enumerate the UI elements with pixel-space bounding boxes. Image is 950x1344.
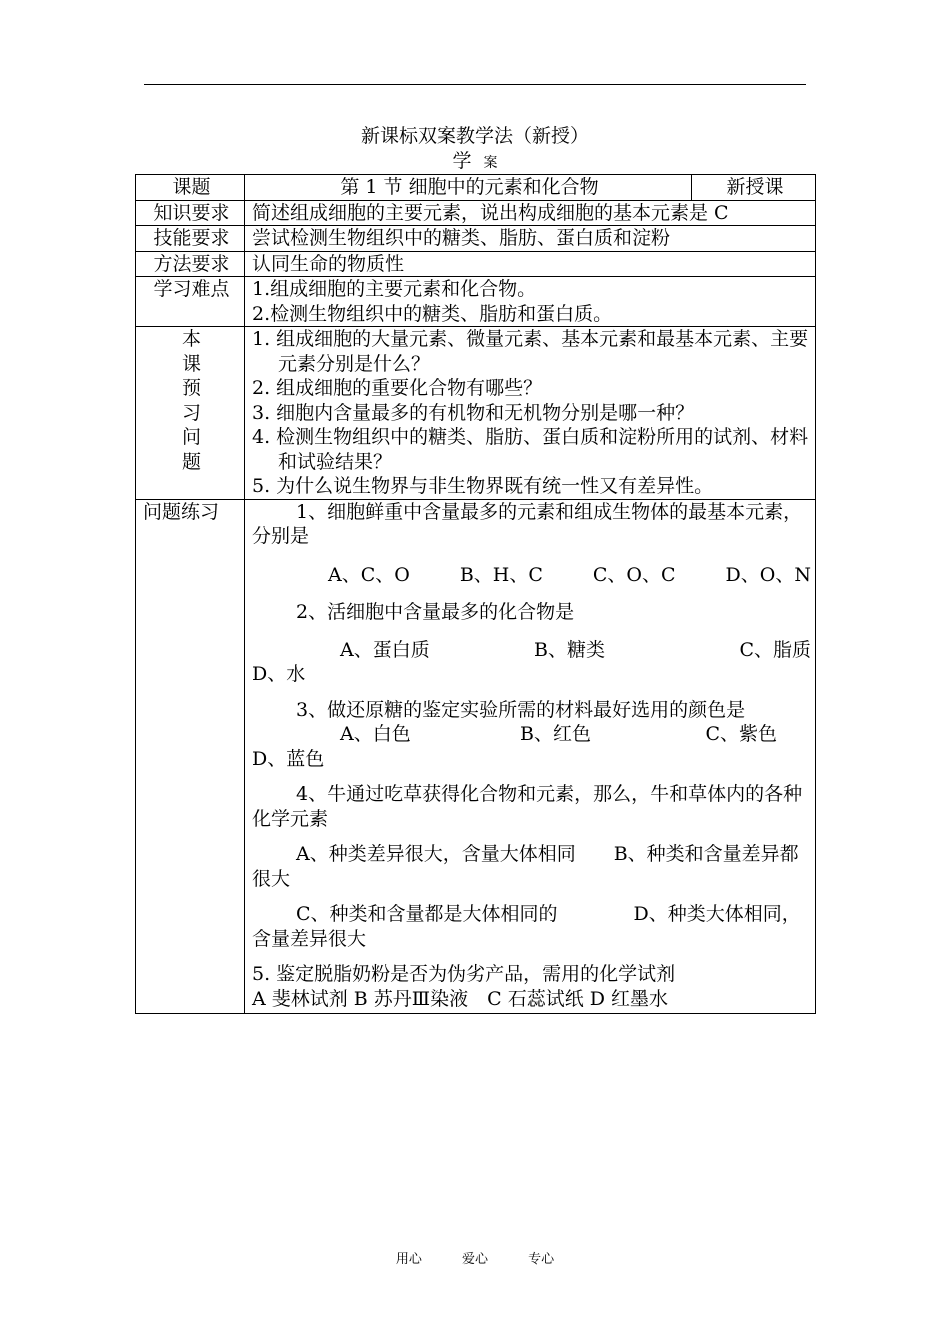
footer-word: 专心	[528, 1252, 555, 1267]
difficulty-line-1: 1.组成细胞的主要元素和化合物。	[252, 278, 537, 300]
question-4-stem: 4、牛通过吃草获得化合物和元素，那么，牛和草体内的各种化学元素	[252, 783, 803, 830]
question-2-option-d: D、水	[252, 663, 306, 685]
question-2-stem: 2、活细胞中含量最多的化合物是	[296, 601, 575, 623]
difficulty-line-2: 2.检测生物组织中的糖类、脂肪和蛋白质。	[252, 302, 613, 325]
subtitle-char-small: 案	[483, 155, 498, 171]
question-2-options	[252, 638, 811, 663]
question-3-option-d: D、蓝色	[252, 747, 325, 770]
preview-item: 1. 组成细胞的大量元素、微量元素、基本元素和最基本元素、主要元素分别是什么？	[252, 328, 809, 375]
table-row-preview	[136, 327, 816, 500]
option: B、糖类	[534, 638, 605, 661]
option: C、脂质	[739, 638, 811, 661]
option: B、H、C	[459, 563, 543, 586]
option: B、红色	[520, 723, 591, 745]
table-row-practice	[136, 499, 816, 1014]
preview-item: 4. 检测生物组织中的糖类、脂肪、蛋白质和淀粉所用的试剂、材料和试验结果？	[252, 426, 809, 473]
question-1-stem: 1、细胞鲜重中含量最多的元素和组成生物体的最基本元素，分别是	[252, 500, 803, 547]
option: D、O、N	[725, 563, 811, 586]
table-row-skill	[136, 226, 816, 252]
difficulty-value	[245, 277, 816, 327]
header-rule	[144, 84, 806, 85]
table-row-topic	[136, 175, 816, 201]
footer-word: 爱心	[461, 1252, 488, 1267]
topic-label: 课题	[136, 175, 245, 201]
preview-label-char: 习	[181, 401, 201, 424]
question-5-stem: 5. 鉴定脱脂奶粉是否为伪劣产品，需用的化学试剂	[252, 963, 676, 985]
lesson-type: 新授课	[692, 175, 816, 201]
question-4-options-cd: C、种类和含量都是大体相同的 D、种类大体相同，含量差异很大	[252, 903, 801, 950]
page-footer	[0, 1248, 950, 1267]
preview-item: 2. 组成细胞的重要化合物有哪些？	[252, 377, 543, 399]
document-subtitle	[0, 150, 950, 174]
knowledge-value: 简述组成细胞的主要元素，说出构成细胞的基本元素是 C	[245, 200, 816, 226]
knowledge-label: 知识要求	[136, 200, 245, 226]
table-row-knowledge	[136, 200, 816, 226]
question-1-options	[252, 563, 811, 588]
preview-label-char: 课	[181, 352, 201, 375]
table-row-method	[136, 251, 816, 277]
difficulty-label: 学习难点	[136, 277, 245, 327]
topic-value: 第 1 节 细胞中的元素和化合物	[245, 175, 692, 201]
option: A、白色	[340, 723, 411, 745]
skill-value: 尝试检测生物组织中的糖类、脂肪、蛋白质和淀粉	[245, 226, 816, 252]
option: C、紫色	[705, 723, 777, 745]
method-value: 认同生命的物质性	[245, 251, 816, 277]
option: C、O、C	[592, 563, 676, 586]
lesson-plan-table	[135, 174, 816, 1014]
question-3-options	[252, 722, 811, 747]
practice-questions	[245, 499, 816, 1014]
practice-label: 问题练习	[136, 499, 245, 1014]
preview-questions	[245, 327, 816, 500]
preview-item: 3. 细胞内含量最多的有机物和无机物分别是哪一种？	[252, 401, 695, 424]
preview-label-char: 题	[181, 450, 201, 473]
preview-label-char: 本	[181, 328, 201, 350]
method-label: 方法要求	[136, 251, 245, 277]
question-4-options-ab: A、种类差异很大，含量大体相同 B、种类和含量差异都很大	[252, 843, 799, 890]
document-title: 新课标双案教学法（新授）	[360, 125, 589, 147]
preview-label-char: 问	[181, 426, 201, 448]
preview-label-char: 预	[181, 377, 201, 399]
option: A、蛋白质	[340, 638, 430, 661]
skill-label: 技能要求	[136, 226, 245, 252]
option: A、C、O	[328, 563, 410, 586]
table-row-difficulty	[136, 277, 816, 327]
question-3-stem: 3、做还原糖的鉴定实验所需的材料最好选用的颜色是	[296, 698, 746, 721]
footer-word: 用心	[395, 1252, 422, 1267]
preview-item: 5. 为什么说生物界与非生物界既有统一性又有差异性。	[252, 475, 714, 497]
question-5-options: A 斐林试剂 B 苏丹Ⅲ染液 C 石蕊试纸 D 红墨水	[252, 987, 669, 1010]
preview-label	[136, 327, 245, 500]
subtitle-char-big: 学	[452, 150, 472, 172]
